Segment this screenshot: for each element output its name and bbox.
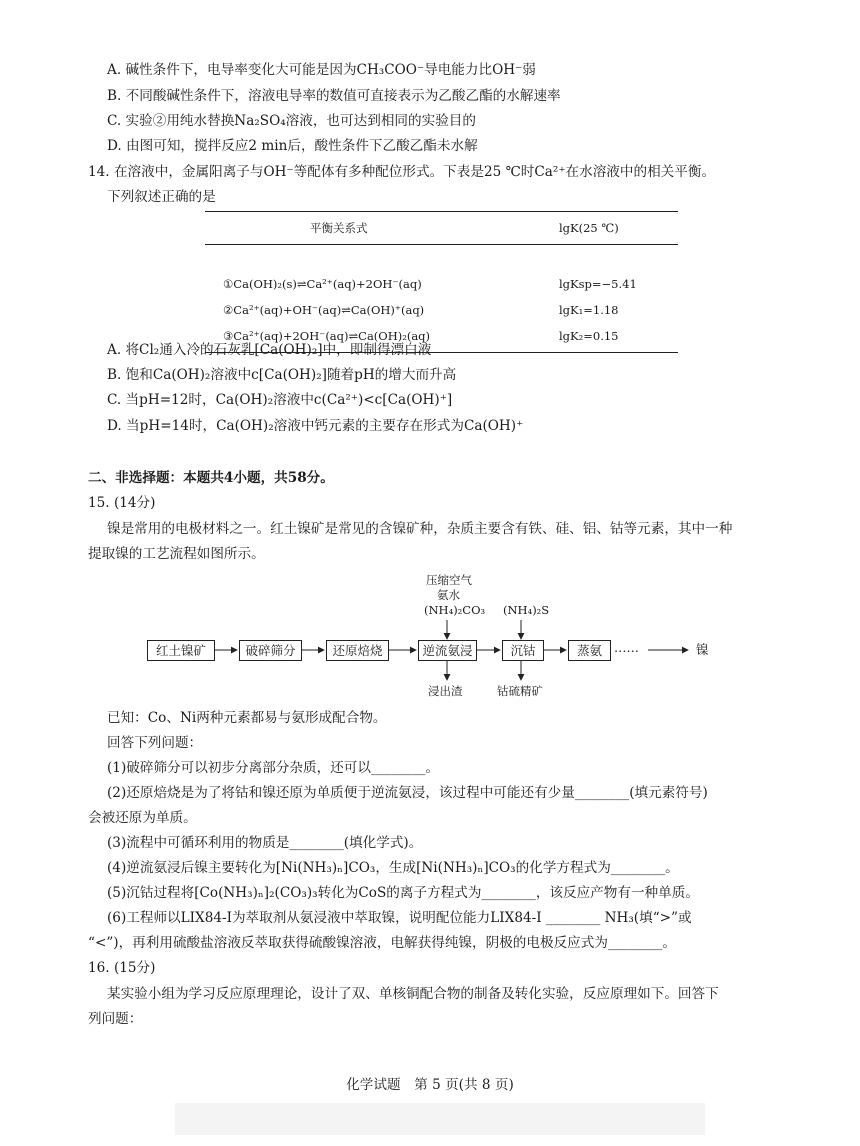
q14-option-a: A. 将Cl₂通入冷的石灰乳[Ca(OH)₂]中，即制得漂白液 — [107, 342, 432, 358]
q14-option-d: D. 当pH=14时，Ca(OH)₂溶液中钙元素的主要存在形式为Ca(OH)⁺ — [107, 418, 524, 434]
q15-sub3: (3)流程中可循环利用的物质是________(填化学式)。 — [107, 835, 423, 851]
input-ammonium-carbonate: (NH₄)₂CO₃ — [424, 603, 486, 617]
flow-step-crushing: 破碎筛分 — [239, 640, 302, 661]
flow-ellipsis: …… — [614, 640, 639, 655]
q16-number: 16. (15分) — [88, 960, 156, 976]
equilibrium-2: ②Ca²⁺(aq)+OH⁻(aq)⇌Ca(OH)⁺(aq) — [223, 303, 425, 317]
flow-product-nickel: 镍 — [696, 642, 709, 657]
flow-step-reduction: 还原焙烧 — [326, 640, 389, 661]
equilibrium-1: ①Ca(OH)₂(s)⇌Ca²⁺(aq)+2OH⁻(aq) — [223, 277, 422, 291]
lgk-1: lgKsp=−5.41 — [559, 277, 637, 291]
footer-shade — [175, 1103, 705, 1135]
output-leach-residue: 浸出渣 — [428, 684, 463, 698]
q15-sub6-line2: “<”)，再利用硫酸盐溶液反萃取获得硫酸镍溶液，电解获得纯镍，阴极的电极反应式为________。 — [88, 935, 676, 951]
q15-number: 15. (14分) — [88, 495, 156, 511]
input-ammonia: 氨水 — [437, 588, 460, 602]
q15-intro-line2: 提取镍的工艺流程如图所示。 — [88, 546, 265, 562]
page-footer: 化学试题 第 5 页(共 8 页) — [346, 1077, 514, 1093]
section-title: 二、非选择题：本题共4小题，共58分。 — [88, 470, 334, 486]
q14-stem-line2: 下列叙述正确的是 — [107, 189, 216, 205]
lgk-3: lgK₂=0.15 — [539, 323, 678, 353]
flow-step-cobalt-precip: 沉钴 — [502, 640, 544, 661]
q15-sub2-line1: (2)还原焙烧是为了将钴和镍还原为单质便于逆流氨浸，该过程中可能还有少量________(填元素符号) — [107, 785, 708, 801]
equilibrium-3: ③Ca²⁺(aq)+2OH⁻(aq)⇌Ca(OH)₂(aq) — [205, 323, 539, 353]
q15-known: 已知：Co、Ni两种元素都易与氨形成配合物。 — [107, 710, 387, 726]
q15-sub5: (5)沉钴过程将[Co(NH₃)ₙ]₂(CO₃)₃转化为CoS的离子方程式为________，该反应产物有一种单质。 — [107, 885, 699, 901]
table-header-equilibrium: 平衡关系式 — [205, 212, 539, 245]
q15-intro-line1: 镍是常用的电极材料之一。红土镍矿是常见的含镍矿种，杂质主要含有铁、硅、铝、钴等元素，其中一种 — [107, 521, 733, 537]
output-cobalt-sulfide: 钴硫精矿 — [497, 684, 543, 698]
q15-sub2-line2: 会被还原为单质。 — [88, 810, 197, 826]
q15-answer-prompt: 回答下列问题： — [107, 735, 203, 751]
q15-sub1: (1)破碎筛分可以初步分离部分杂质，还可以________。 — [107, 760, 439, 776]
q16-intro-line2: 列问题： — [88, 1011, 143, 1027]
flow-step-ammonia-distill: 蒸氨 — [568, 640, 611, 661]
q14-option-c: C. 当pH=12时，Ca(OH)₂溶液中c(Ca²⁺)<c[Ca(OH)⁺] — [107, 392, 453, 408]
lgk-2: lgK₁=1.18 — [559, 303, 619, 317]
table-header-lgk: lgK(25 ℃) — [539, 212, 678, 245]
q14-stem-line1: 14. 在溶液中，金属阳离子与OH⁻等配体有多种配位形式。下表是25 ℃时Ca²⁺在水溶液中的相关平衡。 — [88, 164, 716, 180]
flow-step-ore: 红土镍矿 — [147, 640, 215, 661]
input-ammonium-sulfide: (NH₄)₂S — [503, 603, 550, 617]
q13-option-d: D. 由图可知，搅拌反应2 min后，酸性条件下乙酸乙酯未水解 — [107, 138, 478, 154]
q13-option-c: C. 实验②用纯水替换Na₂SO₄溶液，也可达到相同的实验目的 — [107, 113, 476, 129]
q15-sub4: (4)逆流氨浸后镍主要转化为[Ni(NH₃)ₙ]CO₃，生成[Ni(NH₃)ₙ]CO₃的化学方程式为________。 — [107, 860, 679, 876]
q15-sub6-line1: (6)工程师以LIX84-I为萃取剂从氨浸液中萃取镍，说明配位能力LIX84-I ________ NH₃(填“>”或 — [107, 910, 692, 926]
input-compressed-air: 压缩空气 — [426, 573, 472, 587]
q16-intro-line1: 某实验小组为学习反应原理理论，设计了双、单核铜配合物的制备及转化实验，反应原理如下。回答下 — [107, 986, 719, 1002]
flow-step-leaching: 逆流氨浸 — [418, 640, 477, 661]
q13-option-a: A. 碱性条件下，电导率变化大可能是因为CH₃COO⁻导电能力比OH⁻弱 — [107, 62, 536, 78]
q14-option-b: B. 饱和Ca(OH)₂溶液中c[Ca(OH)₂]随着pH的增大而升高 — [107, 367, 457, 383]
q13-option-b: B. 不同酸碱性条件下，溶液电导率的数值可直接表示为乙酸乙酯的水解速率 — [107, 88, 561, 104]
